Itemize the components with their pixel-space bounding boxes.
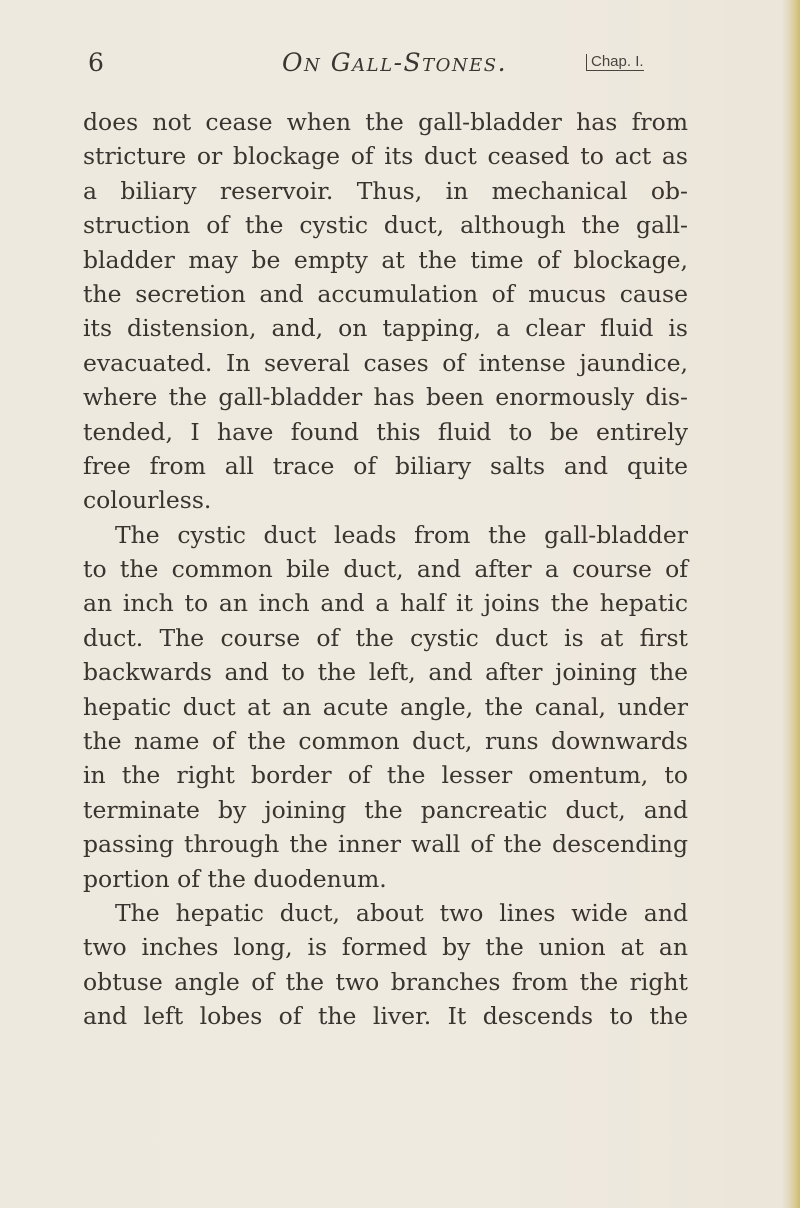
running-title: On Gall-Stones. [282, 48, 508, 77]
text-line: its distension, and, on tapping, a clear fluid is [83, 314, 688, 343]
page-header [88, 48, 684, 84]
text-line: passing through the inner wall of the descending [83, 830, 688, 859]
text-line: tended, I have found this fluid to be entirely [83, 417, 688, 446]
text-line: colourless. [83, 486, 212, 515]
text-line: duct. The course of the cystic duct is at first [83, 623, 688, 652]
text-line: evacuated. In several cases of intense jaundice, [83, 348, 688, 377]
text-line: struction of the cystic duct, although the gall- [83, 211, 688, 240]
text-line: terminate by joining the pancreatic duct, and [83, 795, 688, 824]
text-line: a biliary reservoir. Thus, in mechanical ob- [83, 176, 688, 205]
chapter-reference: Chap. I. [586, 54, 644, 71]
text-line: The hepatic duct, about two lines wide and [115, 898, 688, 927]
text-line: two inches long, is formed by the union at an [83, 933, 688, 962]
text-line: in the right border of the lesser omentum, to [83, 761, 688, 790]
text-line: The cystic duct leads from the gall-bladder [115, 520, 688, 549]
text-line: bladder may be empty at the time of blockage, [83, 245, 688, 274]
text-line: where the gall-bladder has been enormously dis- [83, 383, 688, 412]
text-line: free from all trace of biliary salts and quite [83, 451, 688, 480]
text-line: portion of the duodenum. [83, 864, 387, 893]
text-line: stricture or blockage of its duct ceased to act as [83, 142, 688, 171]
text-line: hepatic duct at an acute angle, the canal, under [83, 692, 688, 721]
page-edge [782, 0, 800, 1208]
text-line: and left lobes of the liver. It descends to the [83, 1002, 688, 1031]
text-line: the secretion and accumulation of mucus cause [83, 279, 688, 308]
text-line: the name of the common duct, runs downwards [83, 727, 688, 756]
page-number: 6 [88, 48, 104, 77]
body-text [83, 105, 688, 1034]
text-line: obtuse angle of the two branches from the right [83, 967, 688, 996]
text-line: does not cease when the gall-bladder has from [83, 108, 688, 136]
text-line: backwards and to the left, and after joining the [83, 658, 688, 687]
text-line: to the common bile duct, and after a course of [83, 555, 688, 584]
text-line: an inch to an inch and a half it joins the hepatic [83, 589, 688, 618]
